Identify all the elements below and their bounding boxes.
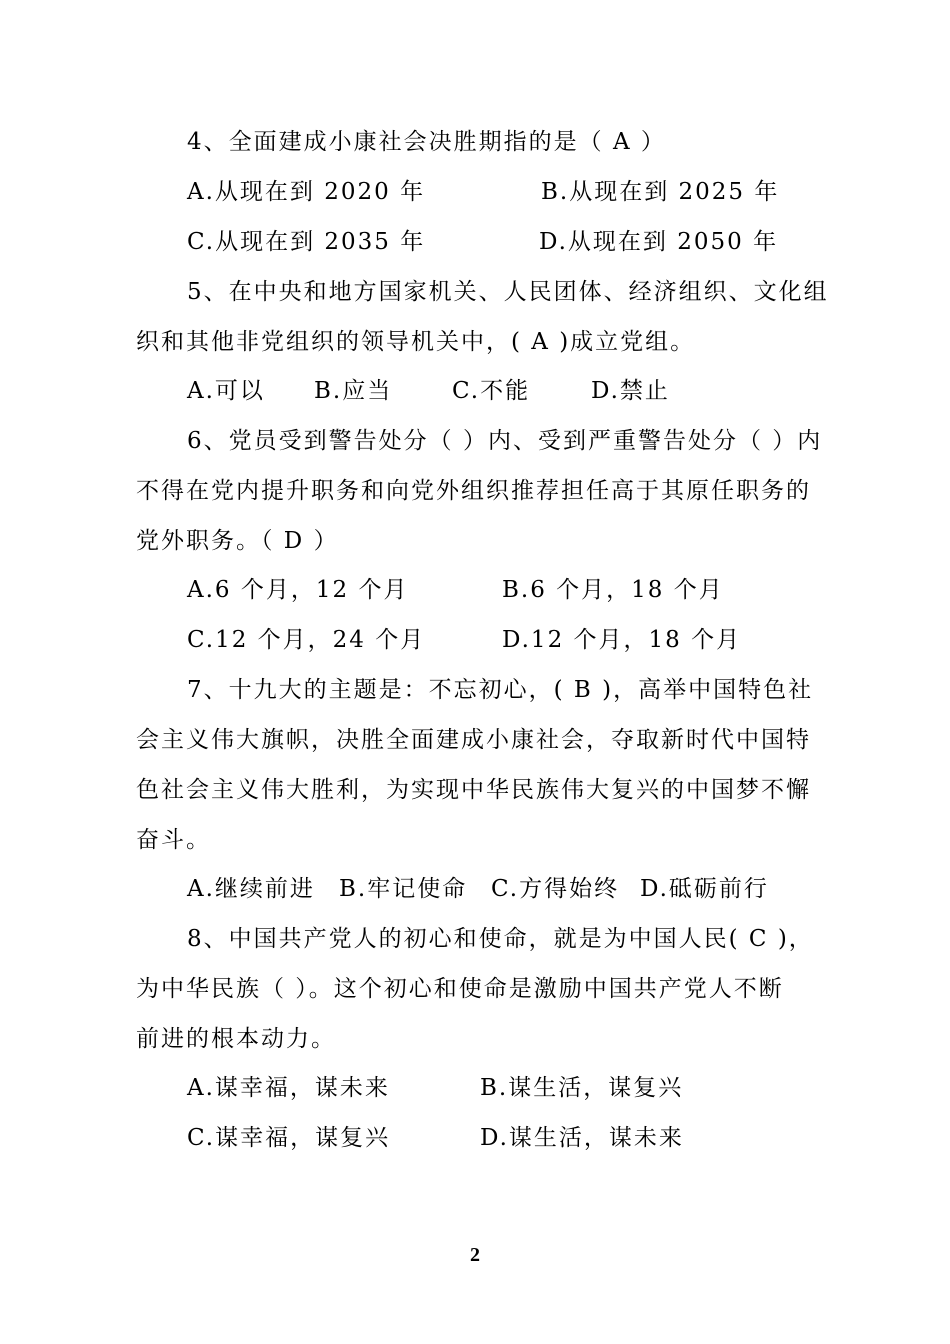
q6-stem-line: 不得在党内提升职务和向党外组织推荐担任高于其原任职务的 [136,478,811,504]
q4-option-d: D.从现在到 2050 年 [539,229,779,255]
q6-options-row-1 [187,565,887,615]
q6-stem-line: 6、党员受到警告处分（ ）内、受到严重警告处分（ ）内 [187,428,823,454]
q4-option-b: B.从现在到 2025 年 [541,179,780,205]
q5-stem-line: 织和其他非党组织的领导机关中，( A )成立党组。 [136,329,696,355]
q6-option-d: D.12 个月，18 个月 [502,627,742,653]
q8-stem-line: 8、中国共产党人的初心和使命，就是为中国人民( C )， [187,926,814,952]
q4-options-row-2 [187,217,887,267]
q4-option-c: C.从现在到 2035 年 [187,229,426,255]
q4-options-row-1 [187,167,887,217]
q7-stem-line: 奋斗。 [136,827,211,853]
q5-options-row [187,366,887,416]
q7-option-a: A.继续前进 [187,876,315,902]
q4-option-a: A.从现在到 2020 年 [187,179,426,205]
q8-option-b: B.谋生活，谋复兴 [480,1075,684,1101]
page-number: 2 [470,1244,480,1266]
q6-option-b: B.6 个月，18 个月 [502,577,724,603]
q7-options-row [187,864,887,914]
q8-stem-line: 前进的根本动力。 [136,1026,336,1052]
q7-stem-line: 会主义伟大旗帜，决胜全面建成小康社会，夺取新时代中国特 [136,727,811,753]
q6-options-row-2 [187,615,887,665]
q6-option-c: C.12 个月，24 个月 [187,627,426,653]
q8-option-c: C.谋幸福，谋复兴 [187,1125,391,1151]
q6-option-a: A.6 个月，12 个月 [187,577,409,603]
q5-option-d: D.禁止 [591,378,670,404]
q8-option-d: D.谋生活，谋未来 [480,1125,684,1151]
q7-stem-line: 色社会主义伟大胜利，为实现中华民族伟大复兴的中国梦不懈 [136,777,811,803]
q7-option-d: D.砥砺前行 [640,876,769,902]
q4-stem: 4、全面建成小康社会决胜期指的是（ A ） [187,129,666,155]
q7-option-c: C.方得始终 [491,876,620,902]
q5-stem-line: 5、在中央和地方国家机关、人民团体、经济组织、文化组 [187,279,829,305]
q5-option-a: A.可以 [187,378,265,404]
q6-stem-line: 党外职务。（ D ） [136,528,339,554]
q7-stem-line: 7、十九大的主题是：不忘初心，( B )，高举中国特色社 [187,677,814,703]
q5-option-b: B.应当 [314,378,393,404]
q8-option-a: A.谋幸福，谋未来 [187,1075,390,1101]
q8-stem-line: 为中华民族（ ）。这个初心和使命是激励中国共产党人不断 [136,976,784,1002]
q8-options-row-1 [187,1063,887,1113]
q7-option-b: B.牢记使命 [339,876,468,902]
q8-options-row-2 [187,1113,887,1163]
q5-option-c: C.不能 [452,378,531,404]
